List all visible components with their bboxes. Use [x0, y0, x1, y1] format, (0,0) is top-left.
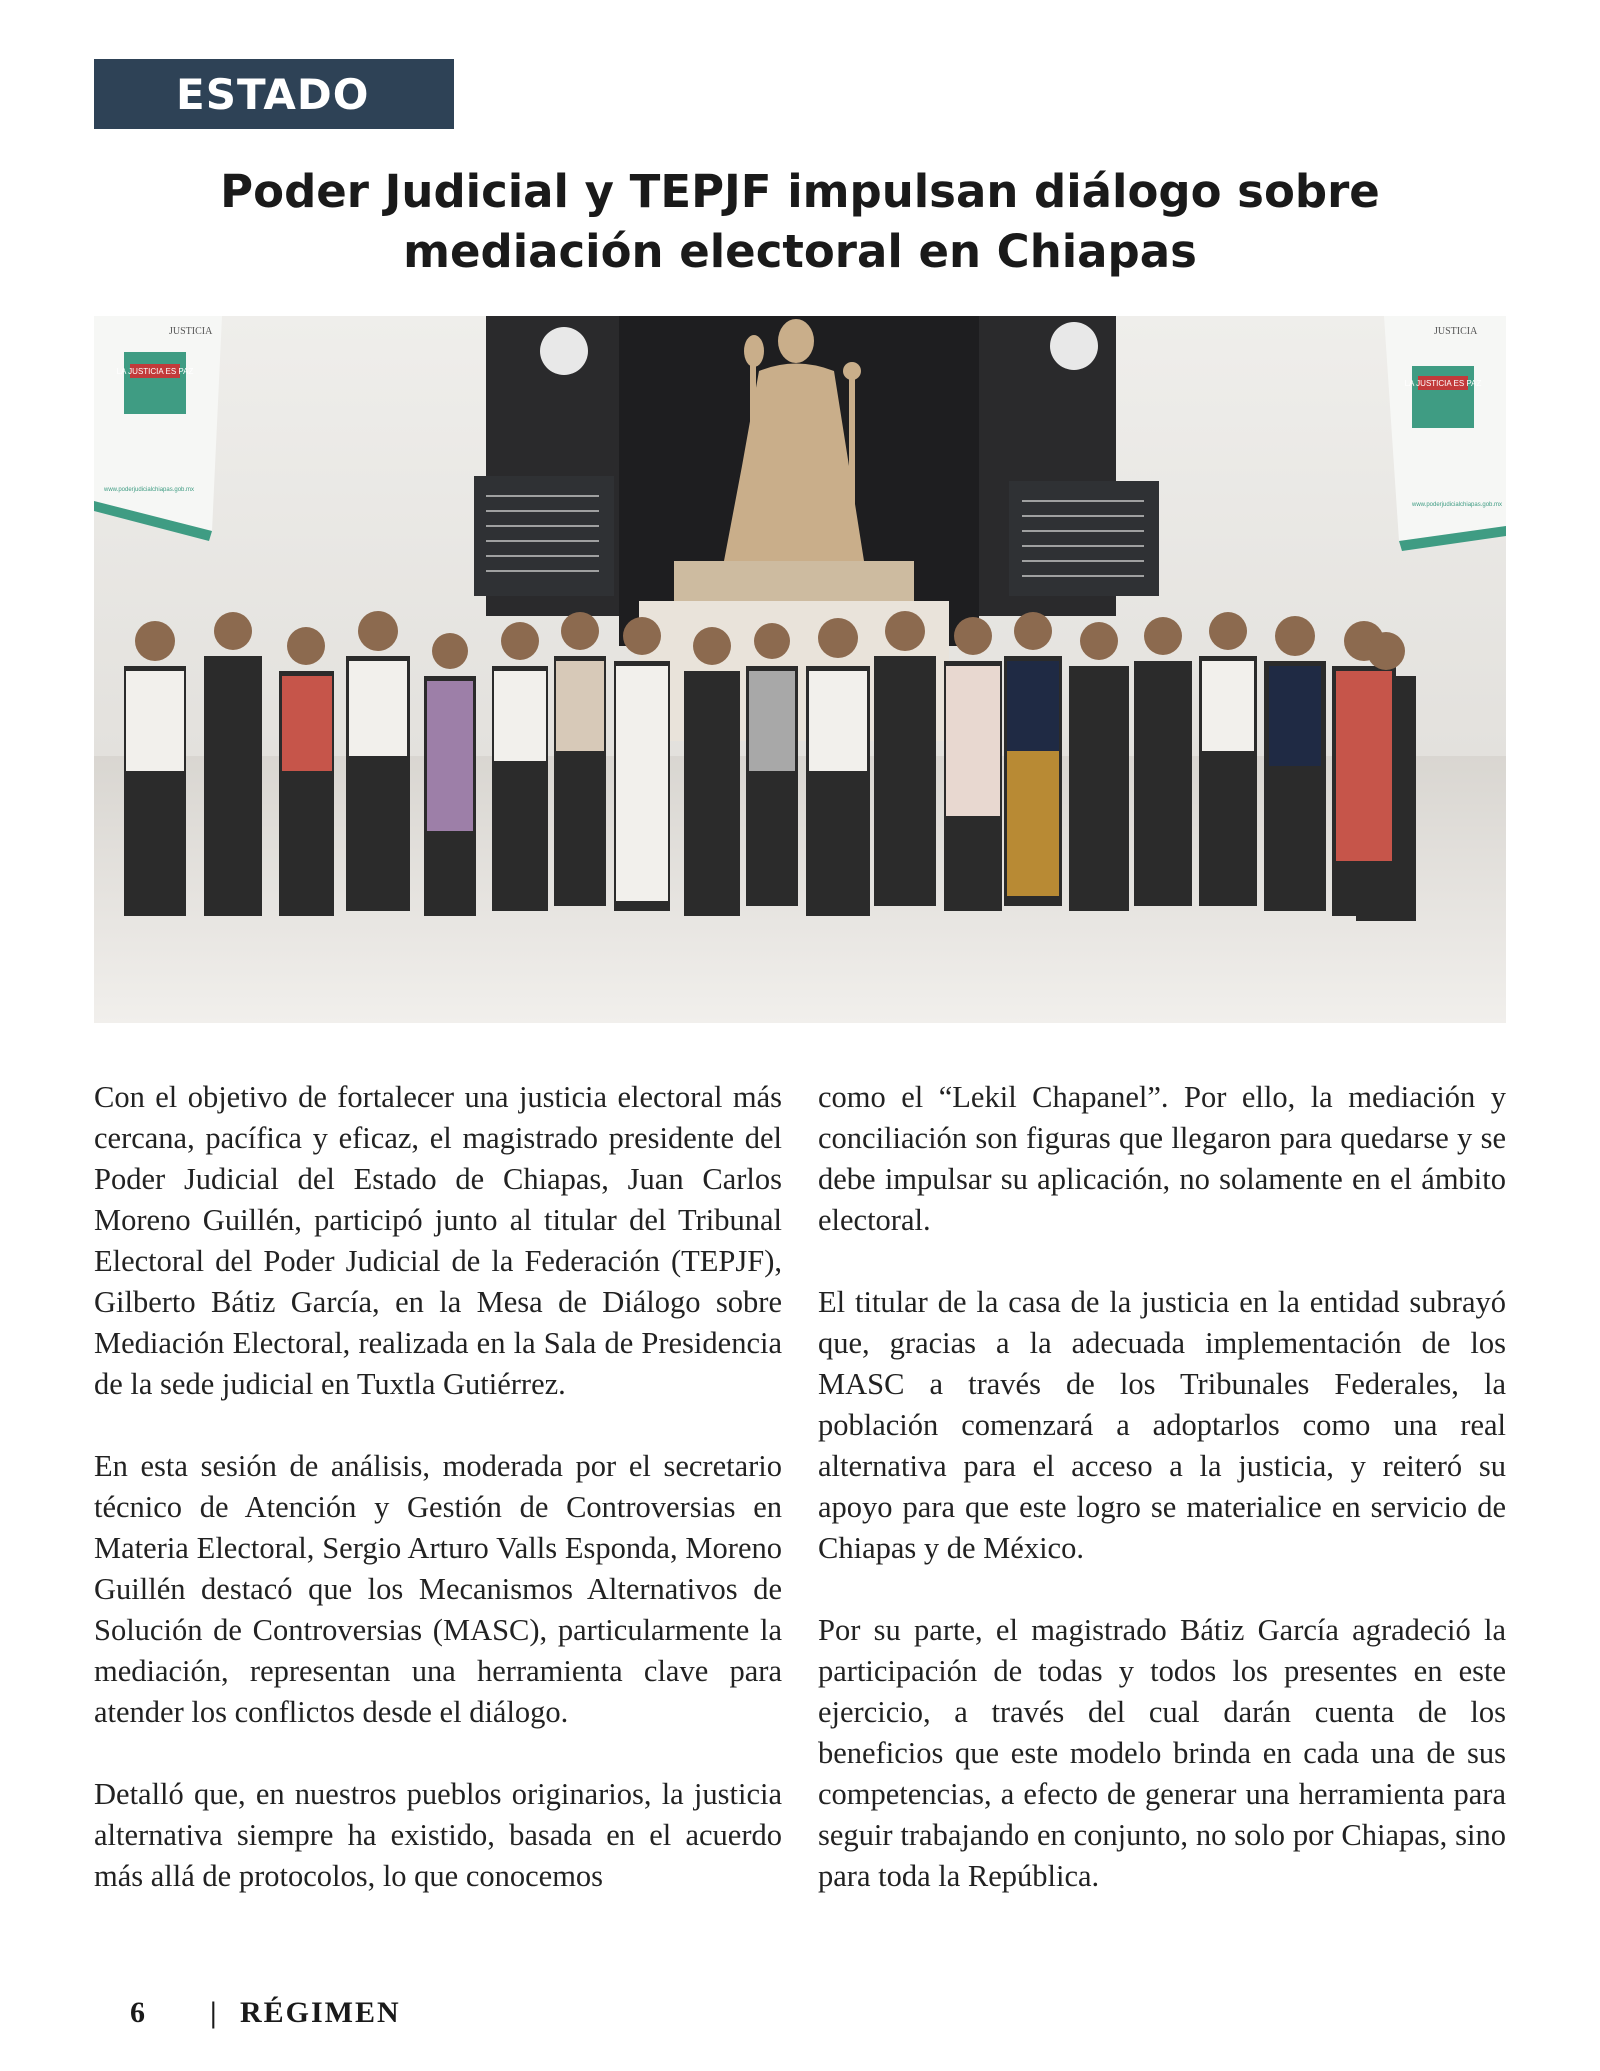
photo-illustration [94, 316, 1506, 1023]
banner-right-url: www.poderjudicialchiapas.gob.mx [1412, 502, 1503, 508]
paragraph: Por su parte, el magistrado Bátiz García agradeció la participación de todas y todos los presentes en este ejercicio, a través del cual darán cuenta de los beneficios que este modelo brinda en cada una de sus competencias, a efecto de generar una herramienta para seguir trabajando en conjunto, no solo por Chiapas, sino para toda la República. [818, 1613, 1506, 1893]
statue-base [674, 561, 914, 601]
emblem-right-icon [1050, 322, 1098, 370]
banner-left-header: JUSTICIA [169, 326, 213, 337]
section-label: ESTADO [94, 59, 454, 129]
footer-separator: | [210, 1996, 219, 2029]
paragraph: En esta sesión de análisis, moderada por el secretario técnico de Atención y Gestión de Controversias en Materia Electoral, Sergio Arturo Valls Esponda, Moreno Guillén destacó que los Mecanismos Alternativos de Solución de Controversias (MASC), particularmente la mediación, representan una herramienta clave para atender los conflictos desde el diálogo. [94, 1449, 782, 1729]
article-column-right [818, 1077, 1506, 1938]
page-footer [130, 1996, 401, 2030]
paragraph: Con el objetivo de fortalecer una justicia electoral más cercana, pacífica y eficaz, el magistrado presidente del Poder Judicial del Estado de Chiapas, Juan Carlos Moreno Guillén, participó junto al titular del Tribunal Electoral del Poder Judicial de la Federación (TEPJF), Gilberto Bátiz García, en la Mesa de Diálogo sobre Mediación Electoral, realizada en la Sala de Presidencia de la sede judicial en Tuxtla Gutiérrez. [94, 1080, 782, 1401]
name-board-right [1009, 481, 1159, 596]
banner-left [94, 316, 222, 541]
publication-name: RÉGIMEN [240, 1996, 401, 2029]
banner-left-url: www.poderjudicialchiapas.gob.mx [104, 487, 195, 493]
people-group [124, 611, 1416, 921]
paragraph: El titular de la casa de la justicia en la entidad subrayó que, gracias a la adecuada implementación de los MASC a través de los Tribunales Federales, la población comenzará a adoptarlos como una real alternativa para el acceso a la justicia, y reiteró su apoyo para que este logro se materialice en servicio de Chiapas y de México. [818, 1285, 1506, 1565]
paragraph: Detalló que, en nuestros pueblos originarios, la justicia alternativa siempre ha existido, basada en el acuerdo más allá de protocolos, lo que conocemos [94, 1777, 782, 1893]
article-column-left [94, 1077, 782, 1938]
group-photo [94, 316, 1506, 1023]
paragraph: como el “Lekil Chapanel”. Por ello, la mediación y conciliación son figuras que llegaron para quedarse y se debe impulsar su aplicación, no solamente en el ámbito electoral. [818, 1080, 1506, 1237]
banner-right-header: JUSTICIA [1434, 326, 1478, 337]
banner-left-slogan: LA JUSTICIA ES PAZ [116, 367, 194, 376]
article-headline: Poder Judicial y TEPJF impulsan diálogo sobre mediación electoral en Chiapas [220, 165, 1380, 278]
name-board-left [474, 476, 614, 596]
banner-right-slogan: LA JUSTICIA ES PAZ [1404, 379, 1482, 388]
emblem-left-icon [540, 327, 588, 375]
banner-right [1384, 316, 1506, 551]
page-number: 6 [130, 1996, 147, 2029]
